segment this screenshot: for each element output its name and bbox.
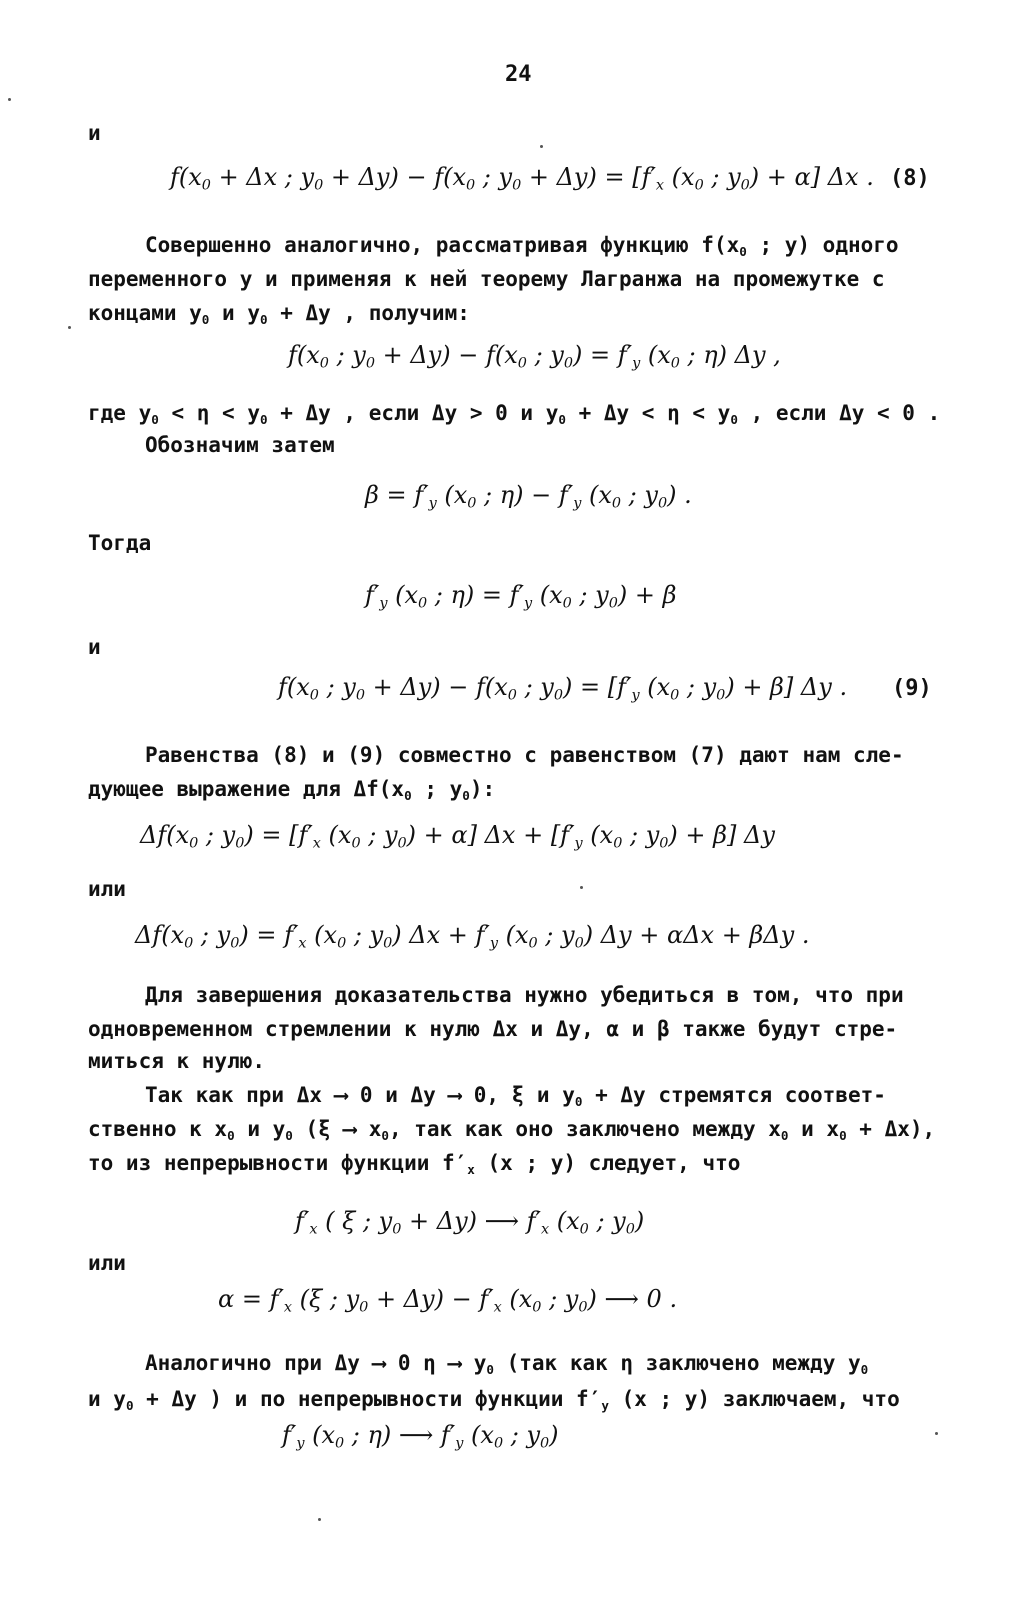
paragraph-line: дующее выражение для $\Delta f(x_0$ ; $y_0$): <box>88 777 496 803</box>
formula-fx-limit: $f'_x$ ( ξ ; $y_0 + \Delta y$) ⟶ $f'_x$ ($x_0$ ; $y_0$) <box>295 1207 645 1238</box>
scan-speck <box>318 1518 321 1521</box>
formula-9: $f(x_0$ ; $y_0 + \Delta y) - f(x_0$ ; $y_0) = [f'_y$ ($x_0$ ; $y_0) + \beta$] Δy . <box>278 673 848 704</box>
scan-speck <box>8 98 11 101</box>
paragraph-line: Обозначим затем <box>145 433 335 457</box>
formula-delta-f-expanded: $\Delta f(x_0$ ; $y_0) = f'_x$ ($x_0$ ; $y_0$) $\Delta x + f'_y$ ($x_0$ ; $y_0$) Δy + αΔx + βΔy . <box>135 921 810 952</box>
formula-8: $f(x_0 + \Delta x$ ; $y_0 + \Delta y) - f(x_0$ ; $y_0 + \Delta y) = [f'_x$ ($x_0$ ; $y_0) + \alpha$] Δx . <box>170 163 874 194</box>
scan-speck <box>580 886 583 889</box>
paragraph-line: Равенства (8) и (9) совместно с равенством (7) дают нам сле- <box>145 743 904 767</box>
scan-speck <box>540 145 543 148</box>
equation-number-8: (8) <box>890 166 930 191</box>
paragraph-line: переменного y и применяя к ней теорему Лагранжа на промежутке с <box>88 267 885 291</box>
formula-alpha: $\alpha = f'_x$ (ξ ; $y_0 + \Delta y) - f'_x$ ($x_0$ ; $y_0$) ⟶ 0 . <box>218 1285 678 1316</box>
formula-fy-eta: $f'_y$ ($x_0$ ; $\eta) = f'_y$ ($x_0$ ; $y_0) + \beta$ <box>365 581 677 612</box>
paragraph-line: Аналогично при Δy ⟶ 0 η ⟶ $y_0$ (так как η заключено между $y_0$ <box>145 1351 869 1377</box>
paragraph-line: и $y_0 + \Delta y$ ) и по непрерывности функции $f'_y$ (x ; y) заключаем, что <box>88 1387 900 1413</box>
text-or: или <box>88 1251 126 1275</box>
formula-lagrange-y: $f(x_0$ ; $y_0 + \Delta y) - f(x_0$ ; $y_0) = f'_y$ ($x_0$ ; η) Δy , <box>288 341 781 372</box>
formula-beta: $\beta = f'_y$ ($x_0$ ; $\eta) - f'_y$ ($x_0$ ; $y_0$) . <box>365 481 692 512</box>
text-then: Тогда <box>88 531 152 555</box>
paragraph-line: миться к нулю. <box>88 1049 266 1073</box>
paragraph-line: где $y_0 < \eta < y_0 + \Delta y$ , если Δy > 0 и $y_0 + \Delta y < \eta < y_0$ , если Δy < 0 . <box>88 401 941 427</box>
paragraph-line: одновременном стремлении к нулю Δx и Δy, α и β также будут стре- <box>88 1017 898 1041</box>
scan-speck <box>68 326 71 329</box>
equation-number-9: (9) <box>892 676 932 701</box>
page-number: 24 <box>505 62 532 87</box>
paragraph-line: Так как при Δx ⟶ 0 и Δy ⟶ 0, ξ и $y_0 + \Delta y$ стремятся соответ- <box>145 1083 886 1109</box>
scan-speck <box>935 1432 938 1435</box>
text-conjunction-i: и <box>88 121 101 145</box>
paragraph-line: Для завершения доказательства нужно убедиться в том, что при <box>145 983 904 1007</box>
paragraph-line: Совершенно аналогично, рассматривая функцию $f(x_0$ ; y) одного <box>145 233 899 259</box>
paragraph-line: то из непрерывности функции $f'_x$ (x ; y) следует, что <box>88 1151 741 1177</box>
text-conjunction-i: и <box>88 635 101 659</box>
text-or: или <box>88 877 126 901</box>
paragraph-line: концами $y_0$ и $y_0 + \Delta y$ , получим: <box>88 301 470 327</box>
paragraph-line: ственно к $x_0$ и $y_0$ (ξ ⟶ $x_0$, так как оно заключено между $x_0$ и $x_0 + \Delta x$), <box>88 1117 936 1143</box>
formula-delta-f: $\Delta f(x_0$ ; $y_0) = [f'_x$ ($x_0$ ; $y_0) + \alpha$] $\Delta x + [f'_y$ ($x_0$ ; $y_0) + \beta$] Δy <box>140 821 775 852</box>
formula-fy-limit: $f'_y$ ($x_0$ ; η) ⟶ $f'_y$ ($x_0$ ; $y_0$) <box>282 1421 559 1452</box>
